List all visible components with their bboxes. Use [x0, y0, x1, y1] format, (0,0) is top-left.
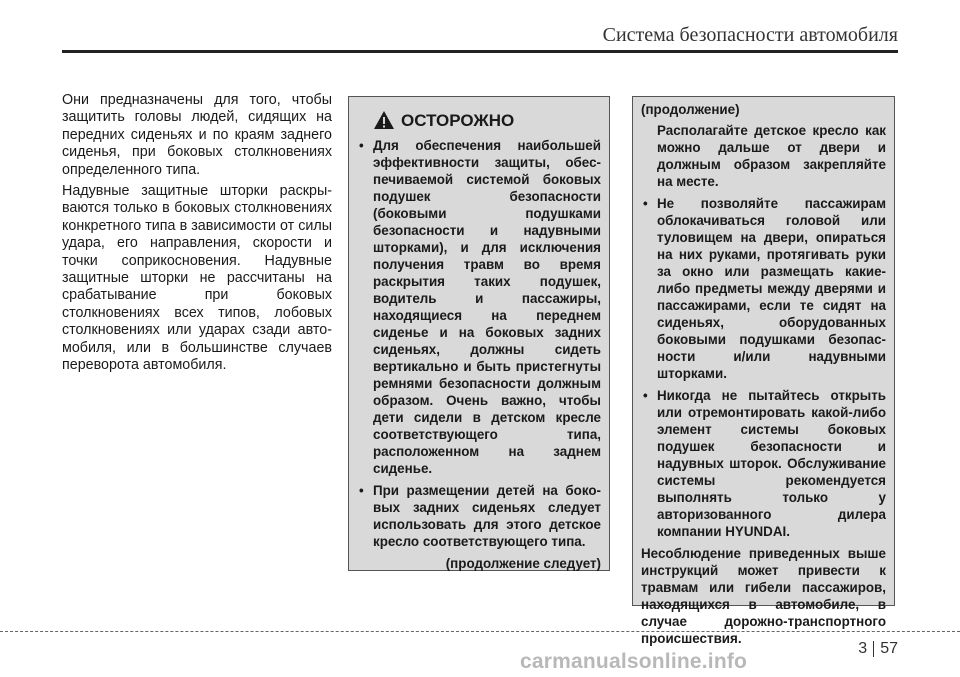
continued-prev-note: (продолжение): [641, 102, 740, 117]
page-number-value: 57: [880, 640, 898, 657]
warning-list: [357, 137, 601, 550]
chapter-number: 3: [858, 640, 868, 657]
left-paragraph-1: Они предназначены для того, чтобы защитить головы людей, сидящих на передних сиденьях и по краям заднего сиденья, при боковых столкновениях определенного типа.: [62, 92, 332, 178]
continued-item-1: • Не позволяйте пассажирам облокачиваться головой или туловищем на двери, опираться на них руками, протягивать руки за окно или размещать какие-либо предметы между дверями и пассажирами, если те сидят на сиденьях, оборудованных боковыми подушками безопасности и/или надувными шторками.: [641, 195, 886, 382]
left-column: [62, 92, 332, 379]
page-header-title: Система безопасности автомобиля: [602, 24, 898, 46]
header-rule: [62, 50, 898, 53]
warning-box: [348, 96, 610, 571]
left-paragraph-2: Надувные защитные шторки раскрываются только в боковых столкновениях конкретного типа в зависимости от силы удара, его направления, скорости и точки соприкосновения. Надувные защитные шторки не рассчитаны на срабатывание при боковых столкновениях всех типов, лобовых столкновениях или ударах сзади автомобиля, или в большинстве случаев переворота автомобиля.: [62, 183, 332, 374]
warning-heading-text: ОСТОРОЖНО: [401, 110, 515, 130]
continued-lead: Располагайте детское кресло как можно дальше от двери и должным образом закрепляйте на месте.: [657, 123, 886, 189]
warning-item-1: • Для обеспечения наибольшей эффективности защиты, обеспечиваемой системой боковых подушек безопасности (боковыми подушками безопасности и надувными шторками), и для исключения получения травм во время раскрытия таких подушек, водитель и пассажиры, находящиеся на переднем сиденье и на боковых задних сиденьях, должны сидеть вертикально и быть пристегнуты ремнями безопасности должным образом. Очень важно, чтобы дети сидели в детском кресле соответствующего типа, расположенном на заднем сиденье.: [357, 137, 601, 477]
continued-closing: Несоблюдение приведенных выше инструкций может привести к травмам или гибели пассажиров, находящихся в автомобиле, в случае дорожно-транспортного происшествия.: [641, 546, 886, 646]
page-number-separator: [873, 641, 874, 657]
warning-heading: [373, 109, 601, 131]
footer-rule: [0, 631, 960, 632]
watermark: carmanualsonline.info: [520, 650, 748, 673]
continued-next-note: (продолжение следует): [445, 556, 601, 571]
warning-item-2: • При размещении детей на боковых задних сиденьях следует использовать для этого детское кресло соответствующего типа.: [357, 482, 601, 550]
page-number: [858, 640, 898, 658]
continued-list: [641, 195, 886, 540]
warning-triangle-icon: [373, 110, 395, 130]
continued-box: [632, 96, 895, 646]
continued-item-2: • Никогда не пытайтесь открыть или отремонтировать какой-либо элемент системы боковых подушек безопасности и надувных шторок. Обслуживание системы рекомендуется выполнять только у авторизованного дилера компании HYUNDAI.: [641, 387, 886, 540]
